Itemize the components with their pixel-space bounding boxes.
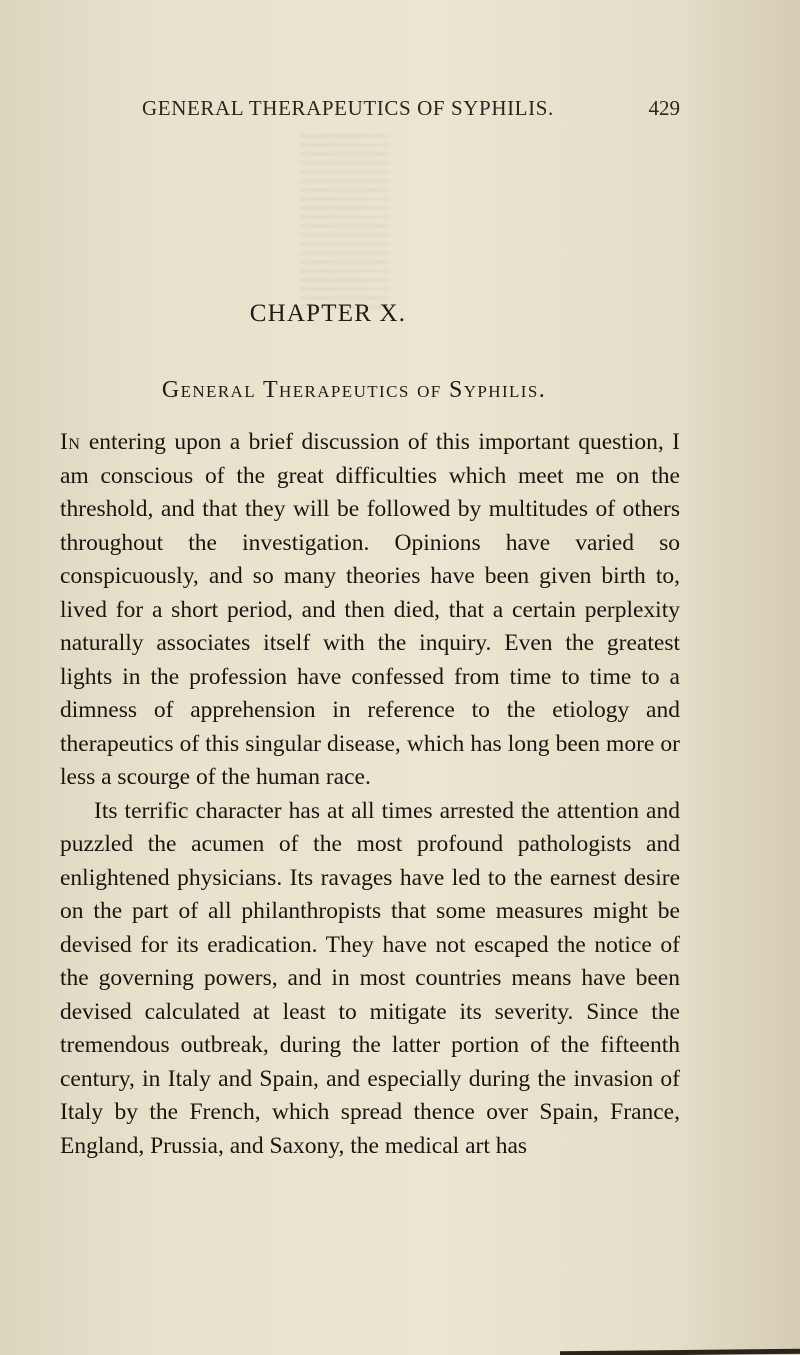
page-number: 429 — [648, 96, 680, 120]
running-title: GENERAL THERAPEUTICS OF SYPHILIS. — [142, 96, 554, 120]
section-title: General Therapeutics of Syphilis. — [161, 377, 547, 403]
chapter-heading: CHAPTER X. — [249, 300, 407, 327]
paragraph-1-text: entering upon a brief discussion of this important question, I am conscious of the great difficulties which meet me on the threshold, and that they will be followed by multitudes of others throughout the investigation. Opinions have varied so conspicuously, and so many theories have been given birth to, lived for a short period, and then died, that a certain perplexity naturally associates itself with the inquiry. Even the greatest lights in the profession have confessed from time to time to a dimness of apprehension in reference to the etiology and therapeutics of this singular disease, which has long been more or less a scourge of the human race. — [60, 429, 680, 790]
lead-word: In — [60, 429, 81, 455]
body-text — [60, 426, 680, 1163]
running-head — [60, 96, 680, 126]
page-edge-shadow — [560, 1349, 800, 1355]
paragraph-1 — [60, 426, 680, 795]
paragraph-2: Its terrific character has at all times arrested the attention and puzzled the acumen of the most profound pathologists and enlightened physicians. Its ravages have led to the earnest desire on the part of all philanthropists that some measures might be devised for its eradication. They have not escaped the notice of the governing powers, and in most countries means have been devised calculated at least to mitigate its severity. Since the tremendous outbreak, during the latter portion of the fifteenth century, in Italy and Spain, and especially during the invasion of Italy by the French, which spread thence over Spain, France, England, Prussia, and Saxony, the medical art has — [60, 797, 680, 1159]
ink-bleed-through — [300, 135, 390, 310]
